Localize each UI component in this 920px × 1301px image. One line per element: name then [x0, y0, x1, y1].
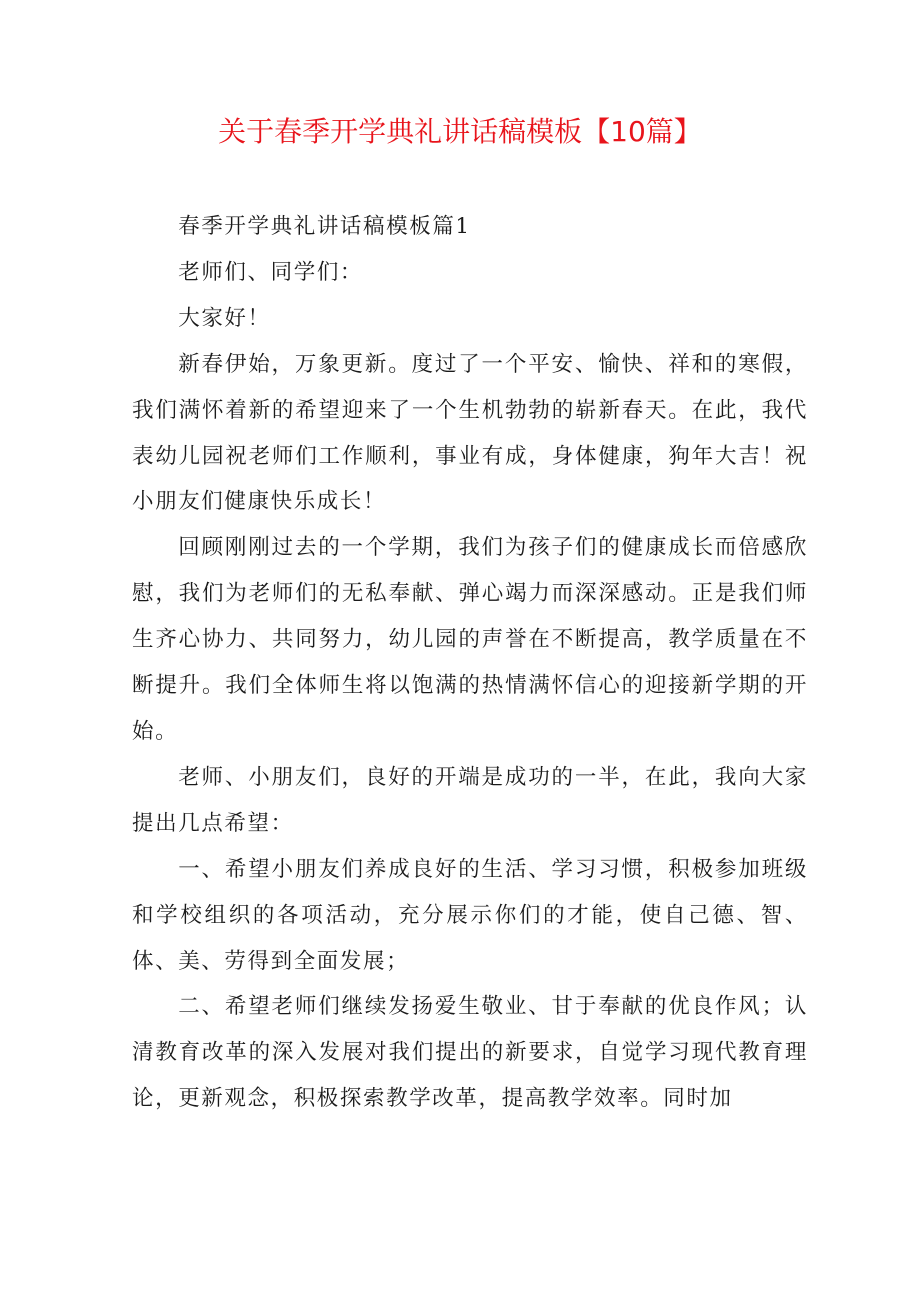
salutation: 老师们、同学们：: [178, 259, 364, 285]
document-body: [132, 204, 808, 1122]
document-title: 关于春季开学典礼讲话稿模板【10篇】: [218, 115, 702, 148]
body-paragraph: 新春伊始，万象更新。度过了一个平安、愉快、祥和的寒假，我们满怀着新的希望迎来了一个生机勃勃的崭新春天。在此，我代表幼儿园祝老师们工作顺利，事业有成，身体健康，狗年大吉！祝小朋友们健康快乐成长！: [132, 351, 808, 515]
section-heading: 春季开学典礼讲话稿模板篇1: [178, 214, 471, 239]
body-paragraph: 二、希望老师们继续发扬爱生敬业、甘于奉献的优良作风；认清教育改革的深入发展对我们提出的新要求，自觉学习现代教育理论，更新观念，积极探索教学改革，提高教学效率。同时加: [132, 994, 808, 1112]
body-paragraph: 老师、小朋友们，良好的开端是成功的一半，在此，我向大家提出几点希望：: [132, 764, 808, 836]
greeting: 大家好！: [178, 305, 271, 331]
body-paragraph: 一、希望小朋友们养成良好的生活、学习习惯，积极参加班级和学校组织的各项活动，充分展示你们的才能，使自己德、智、体、美、劳得到全面发展；: [132, 856, 808, 974]
body-paragraph: 回顾刚刚过去的一个学期，我们为孩子们的健康成长而倍感欣慰，我们为老师们的无私奉献、弹心竭力而深深感动。正是我们师生齐心协力、共同努力，幼儿园的声誉在不断提高，教学质量在不断提升。我们全体师生将以饱满的热情满怀信心的迎接新学期的开始。: [132, 535, 808, 744]
